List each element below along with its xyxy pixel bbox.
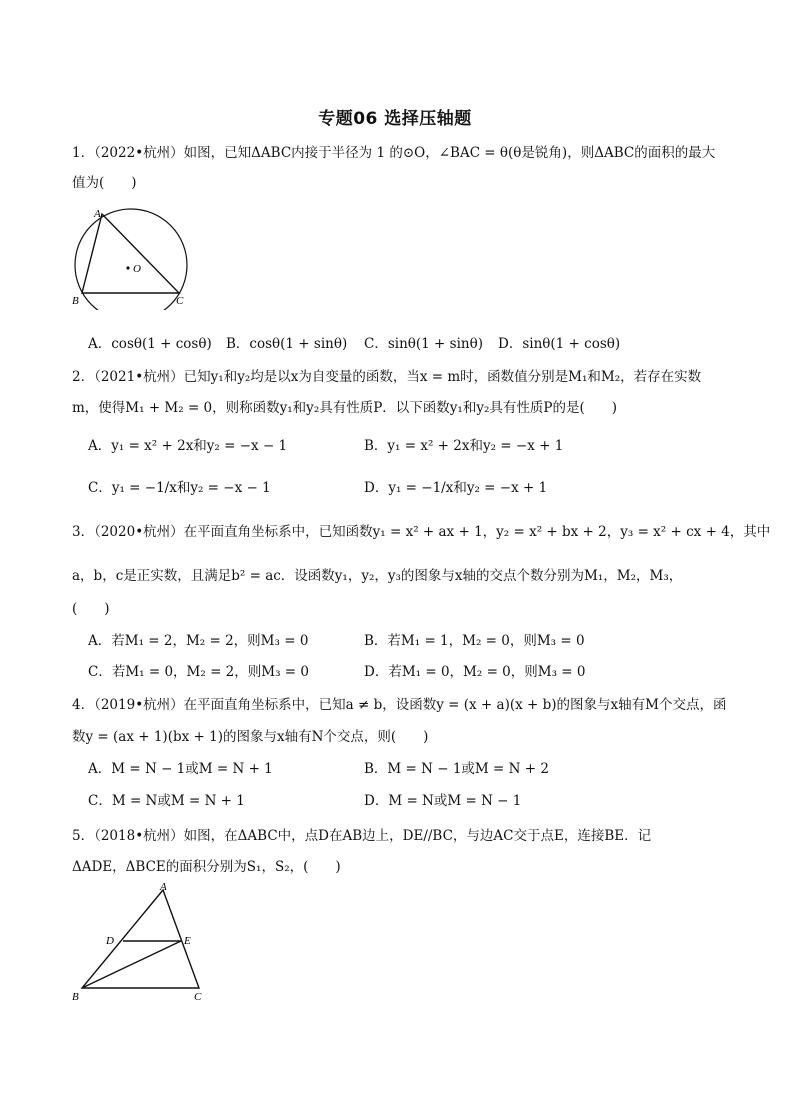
q1-option-d[interactable]: D．sinθ(1 + cosθ)	[498, 336, 621, 352]
q4-option-a[interactable]: A．M = N − 1或M = N + 1	[88, 761, 273, 777]
triangle-abc	[82, 890, 199, 988]
q4-option-d[interactable]: D．M = N或M = N − 1	[364, 793, 522, 809]
q2-option-b[interactable]: B．y₁ = x² + 2x和y₂ = −x + 1	[364, 438, 564, 454]
q1-option-c[interactable]: C．sinθ(1 + sinθ)	[364, 336, 483, 352]
q3-option-d[interactable]: D．若M₁ = 0，M₂ = 0，则M₃ = 0	[364, 664, 586, 680]
q1-circle-triangle-figure	[66, 205, 196, 310]
q4-stem-line1: 4．（2019•杭州）在平面直角坐标系中，已知a ≠ b，设函数y = (x + a)(x + b)的图象与x轴有M个交点，函	[72, 697, 727, 713]
label-b: B	[72, 295, 79, 307]
center-point	[126, 266, 129, 269]
q5-stem-line2: ΔADE，ΔBCE的面积分别为S₁，S₂，( )	[72, 859, 341, 875]
q1-stem-line2: 值为( )	[72, 175, 137, 191]
page-title: 专题06 选择压轴题	[318, 109, 472, 129]
q3-option-b[interactable]: B．若M₁ = 1，M₂ = 0，则M₃ = 0	[364, 633, 585, 649]
q1-option-b[interactable]: B．cosθ(1 + sinθ)	[226, 336, 348, 352]
q2-stem-line2: m，使得M₁ + M₂ = 0，则称函数y₁和y₂具有性质P．以下函数y₁和y₂具有性质P的是( )	[72, 400, 618, 416]
q4-option-c[interactable]: C．M = N或M = N + 1	[88, 793, 245, 809]
q2-option-c[interactable]: C．y₁ = −1/x和y₂ = −x − 1	[88, 480, 271, 496]
q5-triangle-figure	[66, 880, 216, 1004]
q2-stem-line1: 2．（2021•杭州）已知y₁和y₂均是以x为自变量的函数，当x = m时，函数值分别是M₁和M₂，若存在实数	[72, 369, 702, 385]
q4-option-b[interactable]: B．M = N − 1或M = N + 2	[364, 761, 549, 777]
q3-stem-line3: ( )	[72, 601, 110, 617]
q5-stem-line1: 5．（2018•杭州）如图，在ΔABC中，点D在AB边上，DE//BC，与边AC交于点E，连接BE．记	[72, 828, 652, 844]
label-d: D	[106, 935, 114, 947]
q1-stem-line1: 1．（2022•杭州）如图，已知ΔABC内接于半径为 1 的⊙O，∠BAC = θ(θ是锐角)，则ΔABC的面积的最大	[72, 145, 716, 161]
q3-stem-line2: a，b，c是正实数，且满足b² = ac．设函数y₁，y₂，y₃的图象与x轴的交点个数分别为M₁，M₂，M₃，	[72, 568, 683, 584]
label-c: C	[176, 295, 184, 307]
label-a: A	[160, 881, 167, 893]
circle-o	[75, 209, 187, 310]
segment-be	[82, 941, 181, 988]
label-a: A	[94, 208, 101, 220]
label-e: E	[184, 935, 191, 947]
q4-stem-line2: 数y = (ax + 1)(bx + 1)的图象与x轴有N个交点，则( )	[72, 729, 429, 745]
q1-option-a[interactable]: A．cosθ(1 + cosθ)	[88, 336, 212, 352]
q3-stem-line1: 3．（2020•杭州）在平面直角坐标系中，已知函数y₁ = x² + ax + 1，y₂ = x² + bx + 2，y₃ = x² + cx + 4，其中	[72, 524, 771, 540]
triangle-abc	[82, 214, 179, 293]
q2-option-a[interactable]: A．y₁ = x² + 2x和y₂ = −x − 1	[88, 438, 288, 454]
label-o: O	[133, 263, 141, 275]
label-b: B	[72, 991, 79, 1003]
label-c: C	[194, 991, 202, 1003]
q3-option-a[interactable]: A．若M₁ = 2，M₂ = 2，则M₃ = 0	[88, 633, 309, 649]
q3-option-c[interactable]: C．若M₁ = 0，M₂ = 2，则M₃ = 0	[88, 664, 309, 680]
q2-option-d[interactable]: D．y₁ = −1/x和y₂ = −x + 1	[364, 480, 548, 496]
